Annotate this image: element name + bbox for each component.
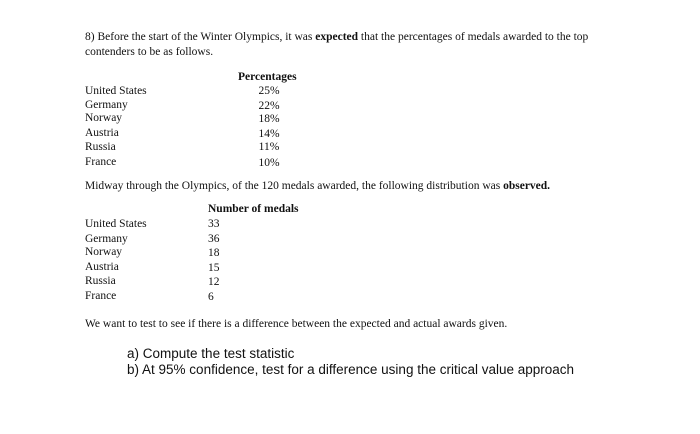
observed-country-1: United States: [85, 218, 147, 230]
observed-value-3: 18: [208, 247, 220, 259]
observed-country-2: Germany: [85, 233, 128, 245]
midway-text: Midway through the Olympics, of the 120 medals awarded, the following distribution was: [85, 180, 501, 192]
expected-value-2: 22%: [258, 100, 280, 112]
task-a-label: a): [127, 346, 140, 361]
observed-table-header: Number of medals: [208, 203, 299, 215]
observed-country-3: Norway: [85, 246, 123, 258]
expected-country-3: Norway: [85, 112, 123, 124]
problem-number: 8): [85, 31, 95, 43]
test-statement: We want to test to see if there is a difference between the expected and actual awards given.: [85, 318, 508, 330]
midway-statement: [85, 180, 550, 192]
intro-text-2: that the percentages of medals awarded to the top contenders to be as follows.: [85, 31, 589, 58]
expected-country-2: Germany: [85, 99, 128, 111]
task-b-label: b): [127, 362, 140, 377]
expected-country-6: France: [85, 156, 117, 168]
task-b: [127, 362, 574, 377]
observed-country-6: France: [85, 290, 117, 302]
intro-text-1: Before the start of the Winter Olympics, it was: [97, 31, 313, 43]
expected-value-1: 25%: [258, 85, 280, 97]
problem-intro: [85, 30, 615, 60]
expected-country-1: United States: [85, 85, 147, 97]
observed-value-4: 15: [208, 262, 220, 274]
observed-value-6: 6: [208, 291, 214, 303]
expected-value-3: 18%: [258, 113, 280, 125]
expected-table-header: Percentages: [238, 71, 297, 83]
expected-country-4: Austria: [85, 127, 119, 139]
expected-country-5: Russia: [85, 141, 116, 153]
observed-value-2: 36: [208, 233, 220, 245]
observed-value-1: 33: [208, 218, 220, 230]
expected-value-5: 11%: [258, 141, 280, 153]
task-b-text: At 95% confidence, test for a difference using the critical value approach: [142, 362, 575, 377]
midway-bold-observed: observed.: [503, 180, 551, 192]
intro-bold-expected: expected: [315, 31, 359, 43]
expected-value-4: 14%: [258, 128, 280, 140]
observed-country-5: Russia: [85, 275, 116, 287]
observed-country-4: Austria: [85, 261, 119, 273]
expected-value-6: 10%: [258, 157, 280, 169]
task-a: [127, 346, 294, 361]
observed-value-5: 12: [208, 276, 220, 288]
task-a-text: Compute the test statistic: [142, 346, 295, 361]
